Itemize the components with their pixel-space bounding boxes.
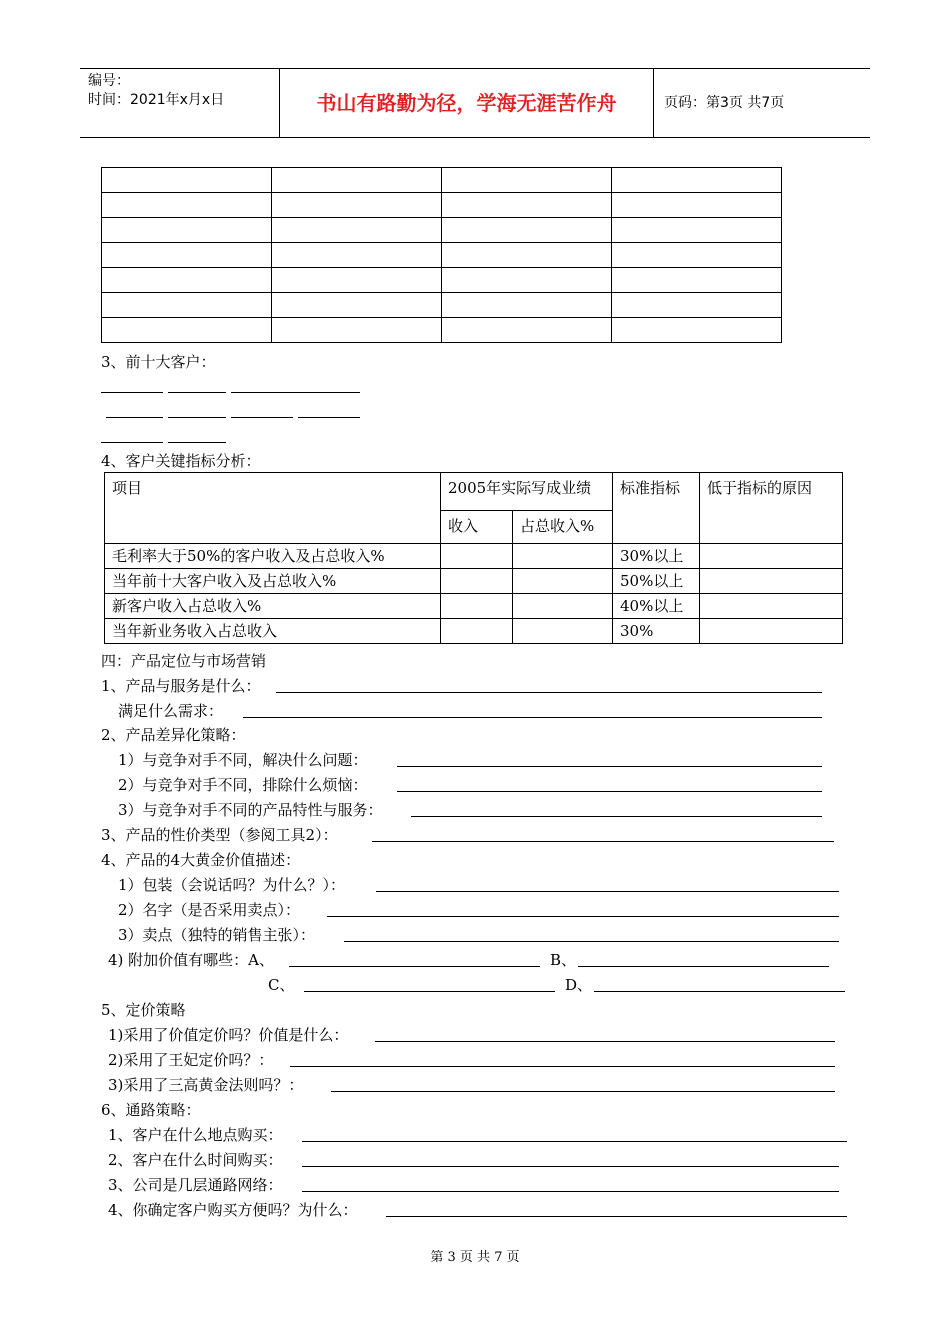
answer-line[interactable] bbox=[289, 966, 540, 967]
product-heading: 四：产品定位与市场营销 bbox=[101, 652, 267, 670]
answer-line[interactable] bbox=[397, 791, 822, 792]
pricing-q2: 2)采用了王妃定价吗？： bbox=[108, 1051, 274, 1069]
answer-line[interactable] bbox=[243, 717, 822, 718]
product-q4-1: 1）包装（会说话吗？为什么？）： bbox=[118, 876, 346, 894]
answer-line[interactable] bbox=[397, 766, 822, 767]
header-motto: 书山有路勤为径，学海无涯苦作舟 bbox=[280, 69, 654, 137]
kpi-reason-cell[interactable] bbox=[700, 569, 843, 594]
kpi-pct-cell[interactable] bbox=[513, 569, 613, 594]
header-date: 时间：2021年x月x日 bbox=[88, 92, 225, 108]
answer-line[interactable] bbox=[327, 916, 839, 917]
product-q2-1: 1）与竞争对手不同，解决什么问题： bbox=[118, 751, 368, 769]
product-q1: 1、产品与服务是什么： bbox=[101, 677, 261, 695]
answer-line[interactable] bbox=[375, 1041, 835, 1042]
answer-line[interactable] bbox=[372, 841, 834, 842]
kpi-pct-cell[interactable] bbox=[513, 594, 613, 619]
blank-line[interactable] bbox=[231, 417, 293, 418]
answer-line[interactable] bbox=[290, 1066, 835, 1067]
kpi-standard: 30%以上 bbox=[613, 544, 700, 569]
table-row bbox=[105, 544, 843, 569]
kpi-header-reason: 低于指标的原因 bbox=[700, 473, 843, 544]
kpi-subheader-pct: 占总收入% bbox=[513, 511, 613, 544]
kpi-subheader-income: 收入 bbox=[441, 511, 513, 544]
kpi-header-actual: 2005年实际写成业绩 bbox=[441, 473, 613, 511]
kpi-reason-cell[interactable] bbox=[700, 544, 843, 569]
kpi-pct-cell[interactable] bbox=[513, 619, 613, 644]
kpi-item: 当年新业务收入占总收入 bbox=[105, 619, 441, 644]
header-meta bbox=[80, 69, 280, 137]
answer-line[interactable] bbox=[302, 1166, 839, 1167]
product-q4-b: B、 bbox=[550, 951, 577, 969]
blank-line[interactable] bbox=[168, 442, 226, 443]
kpi-item: 新客户收入占总收入% bbox=[105, 594, 441, 619]
answer-line[interactable] bbox=[578, 966, 829, 967]
header-number: 编号： bbox=[88, 73, 130, 89]
product-q4-d: D、 bbox=[565, 976, 593, 994]
blank-line[interactable] bbox=[106, 417, 163, 418]
kpi-table bbox=[104, 472, 843, 644]
channel-q1: 1、客户在什么地点购买： bbox=[108, 1126, 283, 1144]
channel-q3: 3、公司是几层通路网络： bbox=[108, 1176, 283, 1194]
kpi-item: 毛利率大于50%的客户收入及占总收入% bbox=[105, 544, 441, 569]
channel-q2: 2、客户在什么时间购买： bbox=[108, 1151, 283, 1169]
kpi-reason-cell[interactable] bbox=[700, 619, 843, 644]
product-q4-2: 2）名字（是否采用卖点）： bbox=[118, 901, 301, 919]
answer-line[interactable] bbox=[304, 991, 555, 992]
product-q4: 4、产品的4大黄金价值描述： bbox=[101, 851, 301, 869]
blank-line[interactable] bbox=[298, 417, 360, 418]
answer-line[interactable] bbox=[594, 991, 845, 992]
kpi-income-cell[interactable] bbox=[441, 569, 513, 594]
kpi-income-cell[interactable] bbox=[441, 619, 513, 644]
section3-title: 3、前十大客户： bbox=[101, 353, 216, 371]
blank-line[interactable] bbox=[101, 392, 163, 393]
pricing-q1: 1)采用了价值定价吗？价值是什么： bbox=[108, 1026, 349, 1044]
answer-line[interactable] bbox=[344, 941, 839, 942]
product-q3: 3、产品的性价类型（参阅工具2）： bbox=[101, 826, 338, 844]
header-page: 页码：第3页 共7页 bbox=[664, 95, 785, 111]
kpi-pct-cell[interactable] bbox=[513, 544, 613, 569]
pricing-title: 5、定价策略 bbox=[101, 1001, 186, 1019]
product-q2-3: 3）与竞争对手不同的产品特性与服务： bbox=[118, 801, 383, 819]
kpi-item: 当年前十大客户收入及占总收入% bbox=[105, 569, 441, 594]
product-q2-2: 2）与竞争对手不同，排除什么烦恼： bbox=[118, 776, 368, 794]
answer-line[interactable] bbox=[386, 1216, 847, 1217]
table-row bbox=[105, 569, 843, 594]
kpi-standard: 30% bbox=[613, 619, 700, 644]
blank-line[interactable] bbox=[101, 442, 163, 443]
kpi-header-standard: 标准指标 bbox=[613, 473, 700, 544]
answer-line[interactable] bbox=[302, 1191, 839, 1192]
section4-title: 4、客户关键指标分析： bbox=[101, 452, 261, 470]
page-footer: 第 3 页 共 7 页 bbox=[430, 1250, 520, 1265]
kpi-header-item: 项目 bbox=[105, 473, 441, 544]
blank-line[interactable] bbox=[231, 392, 360, 393]
page-header bbox=[80, 68, 870, 138]
product-q2: 2、产品差异化策略： bbox=[101, 726, 246, 744]
blank-line[interactable] bbox=[168, 392, 226, 393]
blank-line[interactable] bbox=[168, 417, 226, 418]
product-q4-3: 3）卖点（独特的销售主张）： bbox=[118, 926, 316, 944]
answer-line[interactable] bbox=[302, 1141, 847, 1142]
kpi-reason-cell[interactable] bbox=[700, 594, 843, 619]
product-q1b: 满足什么需求： bbox=[118, 702, 224, 720]
product-q4-4: 4) 附加价值有哪些：A、 bbox=[108, 951, 274, 969]
answer-line[interactable] bbox=[376, 891, 839, 892]
channel-title: 6、通路策略： bbox=[101, 1101, 201, 1119]
answer-line[interactable] bbox=[331, 1091, 835, 1092]
product-q4-c: C、 bbox=[268, 976, 295, 994]
answer-line[interactable] bbox=[276, 692, 822, 693]
pricing-q3: 3)采用了三高黄金法则吗？： bbox=[108, 1076, 304, 1094]
table-row bbox=[105, 619, 843, 644]
answer-line[interactable] bbox=[411, 816, 822, 817]
channel-q4: 4、你确定客户购买方便吗？为什么： bbox=[108, 1201, 358, 1219]
kpi-standard: 40%以上 bbox=[613, 594, 700, 619]
kpi-income-cell[interactable] bbox=[441, 544, 513, 569]
kpi-income-cell[interactable] bbox=[441, 594, 513, 619]
table-row bbox=[105, 594, 843, 619]
blank-grid-table bbox=[101, 167, 782, 343]
kpi-standard: 50%以上 bbox=[613, 569, 700, 594]
